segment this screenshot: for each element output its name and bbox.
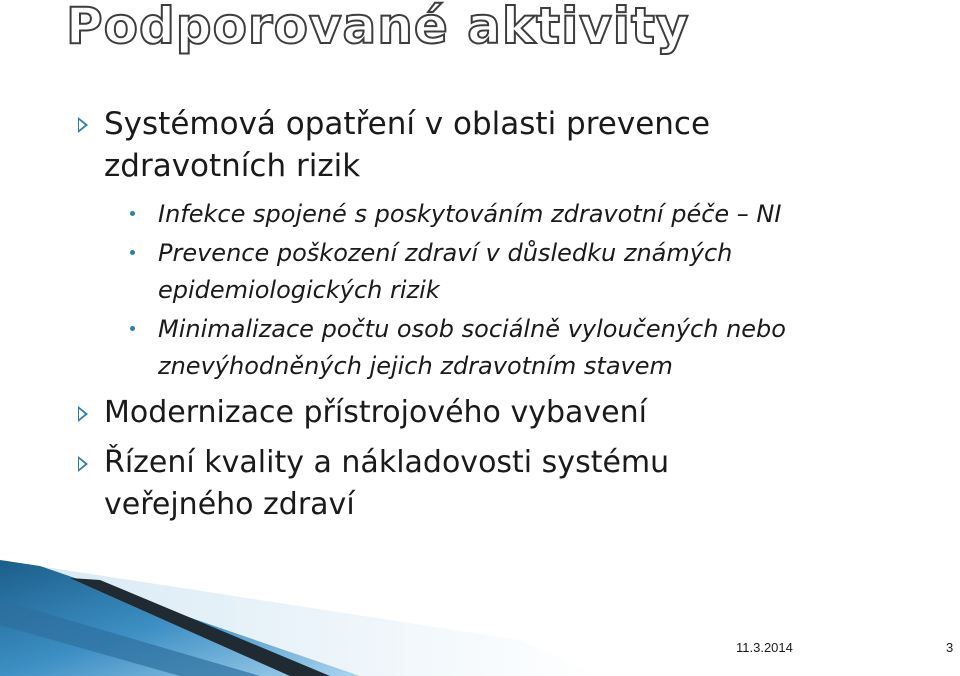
sub-bullet-1-line-1: Infekce spojené s poskytováním zdravotní péče – NI (158, 200, 782, 228)
sub-bullet-2-line-1: Prevence poškození zdraví v důsledku známých (158, 239, 733, 267)
sub-bullet-3-line-1: Minimalizace počtu osob sociálně vyloučených nebo (158, 315, 786, 343)
bullet-1 (104, 103, 934, 187)
sub-bullet-3 (158, 311, 928, 385)
bullet-3 (104, 442, 934, 526)
dot-bullet-icon (130, 326, 135, 331)
arrow-bullet-icon (78, 117, 88, 133)
dot-bullet-icon (130, 250, 135, 255)
arrow-bullet-icon (78, 406, 88, 422)
bullet-3-line-1: Řízení kvality a nákladovosti systému (104, 445, 670, 480)
bullet-1-line-2: zdravotních rizik (104, 148, 361, 184)
sub-bullet-2-line-2: epidemiologických rizik (158, 276, 440, 304)
arrow-bullet-icon (78, 456, 88, 472)
sub-bullet-3-line-2: znevýhodněných jejich zdravotním stavem (158, 352, 673, 380)
sub-bullet-1 (158, 196, 928, 233)
bullet-2 (104, 392, 934, 434)
slide-title: Podporované aktivity (66, 0, 690, 55)
bullet-3-line-2: veřejného zdraví (104, 487, 355, 522)
dot-bullet-icon (130, 211, 135, 216)
footer-date: 11.3.2014 (736, 640, 793, 655)
bullet-2-line-1: Modernizace přístrojového vybavení (104, 395, 647, 430)
bullet-1-line-1: Systémová opatření v oblasti prevence (104, 106, 711, 142)
page-number: 3 (946, 640, 954, 655)
sub-bullet-2 (158, 235, 928, 309)
